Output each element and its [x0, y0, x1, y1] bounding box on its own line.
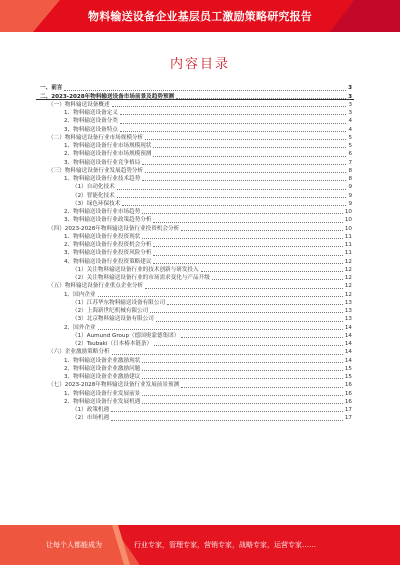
toc-entry[interactable]: [40, 216, 352, 224]
toc-entry-page: 14: [344, 349, 352, 356]
toc-leader-dots: [154, 345, 343, 346]
toc-leader-dots: [64, 90, 346, 91]
toc-leader-dots: [142, 164, 346, 165]
toc-entry-page: 17: [344, 407, 352, 413]
toc-entry[interactable]: [40, 241, 352, 249]
toc-entry-page: 4: [348, 126, 352, 133]
toc-leader-dots: [112, 354, 343, 355]
toc-entry[interactable]: [40, 307, 352, 315]
toc-entry-text: （3）北京物料输送设备有限公司: [72, 316, 154, 323]
toc-entry-text: 二、2023-2028年物料输送设备市场前景及趋势预测: [40, 93, 175, 100]
toc-entry-page: 12: [344, 283, 352, 290]
toc-entry-text: （2）智能化技术: [72, 192, 115, 199]
toc-leader-dots: [153, 255, 342, 256]
toc-entry-text: （2）市场机遇: [72, 415, 110, 422]
toc-entry[interactable]: [40, 290, 352, 298]
toc-entry[interactable]: [40, 125, 352, 133]
toc-leader-dots: [142, 395, 343, 396]
toc-leader-dots: [153, 263, 342, 264]
toc-leader-dots: [153, 222, 342, 223]
toc-entry-text: 3、物料输送设备行业竞争格局: [64, 159, 141, 166]
toc-entry-page: 9: [348, 192, 352, 199]
toc-entry-text: （二）物料输送设备行业市场规模分析: [48, 134, 144, 141]
toc-entry-page: 3: [348, 101, 352, 108]
toc-entry-page: 14: [344, 332, 352, 339]
toc-leader-dots: [212, 279, 343, 280]
toc-leader-dots: [145, 288, 343, 289]
toc-entry-page: 3: [348, 85, 352, 92]
toc-entry-text: 2、国外企业: [64, 324, 96, 331]
toc-entry-text: （七）2023-2028年物料输送设备行业发展前景预测: [48, 382, 180, 389]
toc-leader-dots: [142, 213, 343, 214]
toc-entry-page: 11: [344, 242, 352, 248]
toc-entry-page: 11: [344, 250, 352, 257]
toc-entry-text: 1、物料输送设备行业技术趋势: [64, 176, 141, 182]
toc-entry-text: 1、国内企业: [64, 291, 96, 298]
toc-entry[interactable]: [40, 348, 352, 356]
toc-entry[interactable]: [40, 356, 352, 364]
toc-entry[interactable]: [40, 249, 352, 257]
toc-entry-text: 2、物料输送设备行业市场趋势: [64, 209, 141, 215]
toc-entry-text: 3、物料输送设备行业政策趋势分析: [64, 217, 152, 224]
toc-entry[interactable]: [40, 183, 352, 191]
toc-leader-dots: [98, 329, 343, 330]
toc-leader-dots: [117, 189, 347, 190]
toc-entry-page: 14: [344, 324, 352, 331]
toc-entry-page: 8: [348, 167, 352, 174]
toc-entry[interactable]: [40, 92, 352, 100]
toc-leader-dots: [156, 321, 343, 322]
toc-entry[interactable]: [40, 274, 352, 282]
toc-entry-page: 16: [344, 382, 352, 389]
toc-entry-page: 14: [344, 341, 352, 347]
toc-leader-dots: [145, 172, 346, 173]
toc-entry-text: 2、物料输送设备行业发展机遇: [64, 398, 141, 405]
toc-entry[interactable]: [40, 84, 352, 92]
toc-leader-dots: [181, 337, 343, 338]
toc-entry[interactable]: [40, 167, 352, 175]
toc-entry[interactable]: [40, 398, 352, 406]
toc-entry-page: 6: [348, 151, 352, 158]
toc-entry[interactable]: [40, 191, 352, 199]
toc-entry-text: （五）物料输送设备行业重点企业分析: [48, 283, 144, 290]
toc-leader-dots: [120, 114, 347, 115]
toc-entry[interactable]: [40, 134, 352, 142]
toc-leader-dots: [142, 362, 343, 363]
toc-entry-text: 4、物料输送设备行业投资策略建议: [64, 258, 152, 265]
toc-leader-dots: [120, 131, 347, 132]
toc-entry-page: 11: [344, 233, 352, 240]
toc-leader-dots: [181, 387, 343, 388]
toc-entry-page: 13: [344, 308, 352, 314]
toc-entry[interactable]: [40, 150, 352, 158]
toc-entry[interactable]: [40, 406, 352, 414]
toc-entry-text: （2）上海新世纪机械有限公司: [72, 308, 149, 314]
toc-entry[interactable]: [40, 224, 352, 232]
toc-entry-text: （1）Aumund Group（德国奥蒙德集团）: [72, 332, 180, 339]
toc-entry[interactable]: [40, 332, 352, 340]
toc-leader-dots: [176, 98, 346, 99]
toc-entry[interactable]: [40, 340, 352, 348]
toc-entry-text: （1）自动化技术: [72, 184, 115, 191]
toc-entry[interactable]: [40, 315, 352, 323]
toc-entry-text: 2、物料输送设备行业投资机会分析: [64, 242, 152, 248]
toc-leader-dots: [167, 304, 343, 305]
toc-leader-dots: [142, 238, 343, 239]
toc-leader-dots: [153, 246, 342, 247]
toc-entry-text: 2、物料输送设备企业激励问题: [64, 365, 141, 372]
toc-entry-text: 1、物料输送设备行业发展前景: [64, 390, 141, 397]
toc-entry[interactable]: [40, 158, 352, 166]
toc-entry-page: 5: [348, 134, 352, 141]
toc-entry[interactable]: [40, 101, 352, 109]
toc-entry-text: （2）关注物料输送设备行业的市场需求变化与产品升级: [72, 275, 210, 281]
toc-entry-text: 1、物料输送设备行业投资现状: [64, 233, 141, 240]
toc-entry-page: 3: [348, 93, 352, 100]
toc-leader-dots: [111, 411, 343, 412]
toc-entry-text: （2）Tsubaki（日本椿本链条）: [72, 341, 153, 347]
toc-entry-page: 8: [348, 176, 352, 182]
toc-entry[interactable]: [40, 381, 352, 389]
toc-leader-dots: [122, 205, 346, 206]
toc-leader-dots: [112, 106, 347, 107]
toc-entry[interactable]: [40, 175, 352, 183]
toc-entry-text: 1、物料输送设备企业激励现状: [64, 357, 141, 364]
toc-entry[interactable]: [40, 373, 352, 381]
toc-entry[interactable]: [40, 109, 352, 117]
toc-entry-page: 3: [348, 110, 352, 116]
toc-entry-text: （1）政策机遇: [72, 407, 110, 413]
toc-heading: 内容目录: [169, 57, 230, 72]
footer-slogan-right: 行业专家，管理专家，营销专家，战略专家，运营专家……: [134, 541, 316, 549]
toc-entry[interactable]: [40, 414, 352, 422]
toc-entry[interactable]: [40, 208, 352, 216]
toc-leader-dots: [142, 403, 343, 404]
toc-leader-dots: [153, 156, 346, 157]
toc-entry-text: 1、物料输送设备定义: [64, 110, 118, 116]
toc-leader-dots: [117, 197, 347, 198]
toc-leader-dots: [120, 123, 347, 124]
toc-leader-dots: [150, 312, 343, 313]
toc-entry[interactable]: [40, 257, 352, 265]
toc-entry-page: 4: [348, 118, 352, 125]
toc-entry-text: 2、物料输送设备行业市场规模预测: [64, 151, 152, 158]
toc-entry-text: 3、物料输送设备行业投资风险分析: [64, 250, 152, 257]
toc-entry-page: 12: [344, 291, 352, 298]
toc-leader-dots: [111, 420, 343, 421]
toc-entry-text: （1）关注物料输送设备行业的技术创新与研发投入: [72, 266, 199, 273]
toc-entry-text: 一、前言: [40, 85, 63, 92]
toc-entry[interactable]: [40, 299, 352, 307]
footer-slogan-left: 让每个人都能成为: [46, 541, 102, 549]
toc-entry[interactable]: [40, 200, 352, 208]
toc-entry-page: 12: [344, 266, 352, 273]
toc-entry-page: 9: [348, 200, 352, 207]
toc-entry-page: 12: [344, 275, 352, 281]
toc-leader-dots: [142, 180, 346, 181]
toc-leader-dots: [142, 370, 343, 371]
toc-entry[interactable]: [40, 233, 352, 241]
toc-entry-text: 1、物料输送设备行业市场规模现状: [64, 143, 152, 149]
toc-entry-page: 15: [344, 365, 352, 372]
toc-entry-page: 12: [344, 258, 352, 265]
toc-entry-page: 13: [344, 299, 352, 306]
toc-entry-page: 10: [344, 217, 352, 224]
toc-leader-dots: [142, 378, 343, 379]
toc-entry-text: （1）江苏华东物料输送设备有限公司: [72, 299, 166, 306]
toc-entry[interactable]: [40, 266, 352, 274]
toc-entry-text: （四）2023-2028年物料输送设备行业投资机会分析: [48, 225, 180, 232]
toc-entry-page: 14: [344, 357, 352, 364]
toc-entry-page: 10: [344, 209, 352, 215]
toc-entry[interactable]: [40, 142, 352, 150]
toc-leader-dots: [145, 139, 346, 140]
toc-entry-text: （六）企业激励策略分析: [48, 349, 110, 356]
toc-entry-page: 16: [344, 390, 352, 397]
toc-entry-text: （一）物料输送设备概述: [48, 101, 110, 108]
toc-leader-dots: [181, 230, 343, 231]
toc-entry-page: 5: [348, 143, 352, 149]
report-header: [0, 0, 400, 32]
toc-entry-page: 10: [344, 225, 352, 232]
toc-entry-text: 2、物料输送设备分类: [64, 118, 118, 125]
report-title: 物料输送设备企业基层员工激励策略研究报告: [88, 10, 312, 23]
report-footer: [0, 525, 400, 565]
toc-entry-page: 16: [344, 398, 352, 405]
toc-leader-dots: [153, 147, 346, 148]
toc-entry[interactable]: [40, 117, 352, 125]
toc-entry-text: （三）物料输送设备行业发展趋势分析: [48, 167, 144, 174]
toc-leader-dots: [98, 296, 343, 297]
toc-entry[interactable]: [40, 323, 352, 331]
toc-entry[interactable]: [40, 282, 352, 290]
toc-entry-page: 17: [344, 415, 352, 422]
toc-entry-page: 7: [348, 159, 352, 166]
toc-entry-text: 3、物料输送设备特点: [64, 126, 118, 133]
table-of-contents: [40, 84, 352, 422]
toc-entry-page: 13: [344, 316, 352, 323]
toc-leader-dots: [201, 271, 343, 272]
toc-entry-text: （3）绿色环保技术: [72, 200, 121, 207]
toc-entry[interactable]: [40, 365, 352, 373]
toc-entry-page: 15: [344, 374, 352, 380]
toc-entry[interactable]: [40, 389, 352, 397]
toc-entry-page: 9: [348, 184, 352, 191]
toc-entry-text: 3、物料输送设备企业激励建议: [64, 374, 141, 380]
